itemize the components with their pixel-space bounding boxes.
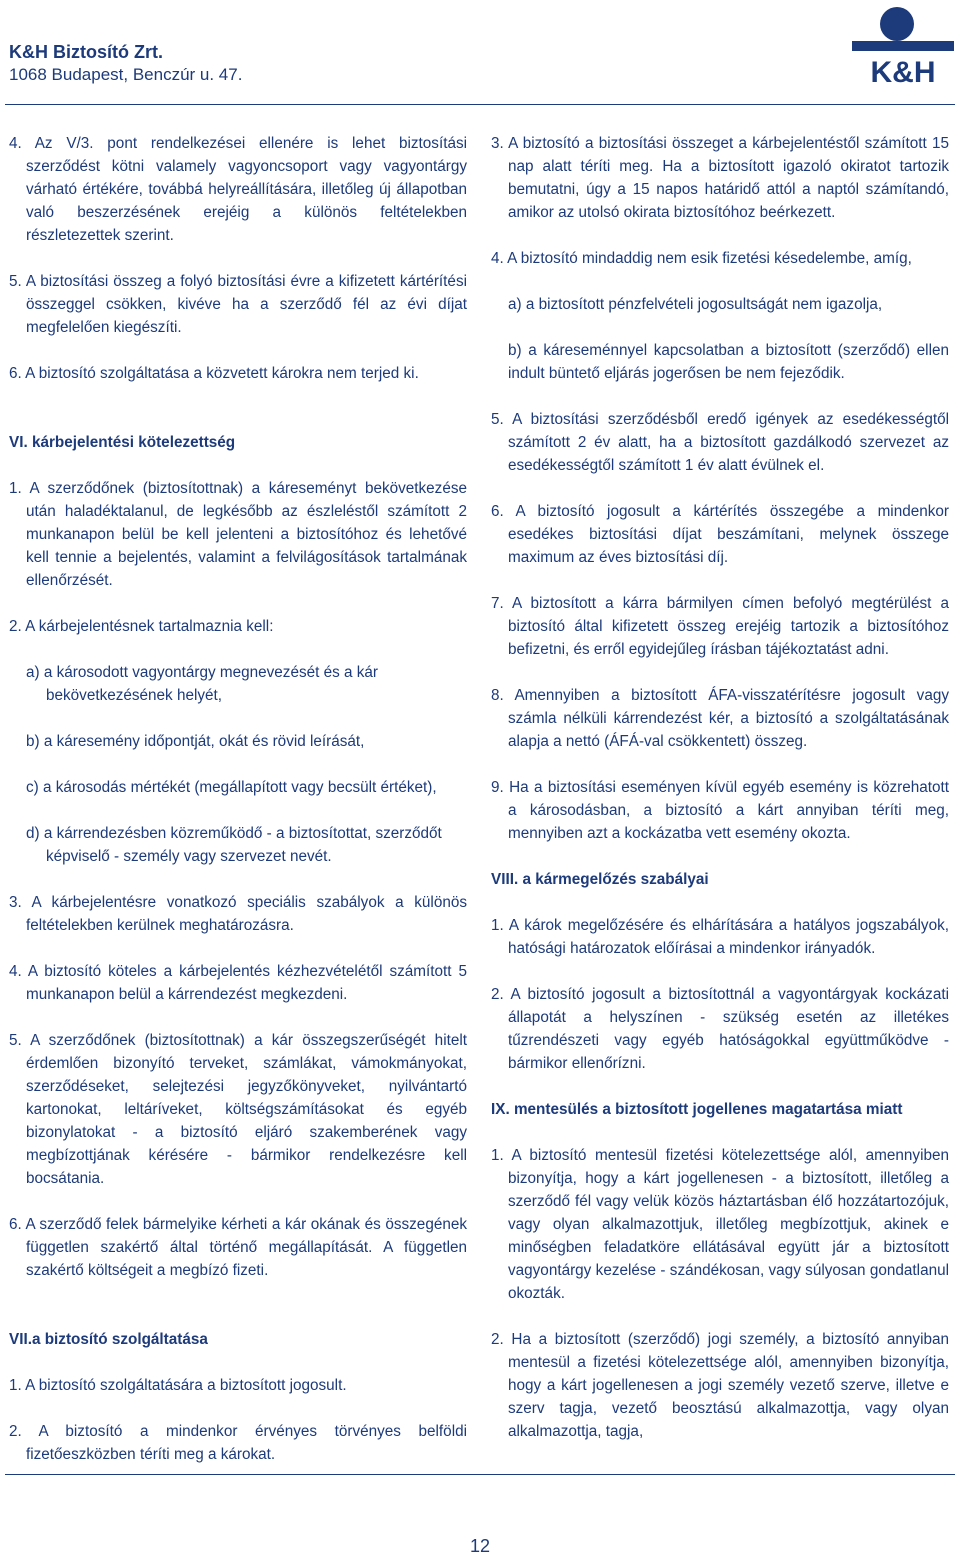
paragraph-vii-3: 3. A biztosító a biztosítási összeget a kárbejelentéstől számított 15 nap alatt téríti meg. Ha a biztosított igazoló okiratot tartozik bemutatni, úgy a 15 napos határidő attól a naptól számítandó, amikor az utolsó okirata biztosítóhoz beérkezett. [491, 135, 949, 221]
paragraph-vi-2c: c) a károsodás mértékét (megállapított vagy becsült értéket), [26, 779, 437, 796]
paragraph-vii-8: 8. Amennyiben a biztosított ÁFA-visszatérítésre jogosult vagy számla nélküli kárrendezést kér, a biztosító a szolgáltatásának alapja a nettó (ÁFÁ-val csökkentett) összeg. [491, 687, 949, 750]
bottom-divider [5, 1474, 955, 1475]
paragraph-vi-2d: d) a kárrendezésben közreműködő - a biztosítottat, szerződőt képviselő - személy vagy szervezet nevét. [26, 825, 442, 865]
paragraph-vi-2b: b) a káresemény időpontját, okát és rövid leírását, [26, 733, 365, 750]
paragraph-ix-1: 1. A biztosító mentesül fizetési kötelezettsége alól, amennyiben bizonyítja, hogy a kárt jogellenesen - a biztosított, illetőleg a szerződő fél vagy velük közös háztartásban élő hozzátartozójuk, vagy olyan alkalmazottjuk, illetőleg megbízottjuk, akinek e minőségben feladatköre ellátásával együtt jár a biztosított vagyontárgy kezelése - szándékosan, vagy súlyosan gondatlanul okozták. [491, 1147, 949, 1302]
paragraph-vii-1: 1. A biztosító szolgáltatására a biztosított jogosult. [9, 1377, 347, 1394]
kh-logo [852, 4, 954, 84]
page-header [9, 40, 242, 86]
logo-text: K&H [870, 56, 936, 84]
right-column [491, 132, 949, 1466]
paragraph-vi-2a: a) a károsodott vagyontárgy megnevezését és a kár bekövetkezésének helyét, [26, 664, 379, 704]
paragraph-viii-2: 2. A biztosító jogosult a biztosítottnál a vagyontárgyak kockázati állapotát a helyszínen - szükség esetén az illetékes tűzrendészeti vagy egyéb hatóságokkal együttműködve - bármikor ellenőrízni. [491, 986, 949, 1072]
section-heading-ix: IX. mentesülés a biztosított jogellenes magatartása miatt [491, 1101, 903, 1118]
page-number: 12 [469, 1536, 491, 1556]
paragraph-vi-4: 4. A biztosító köteles a kárbejelentés kézhezvételétől számított 5 munkanapon belül a kárrendezést megkezdeni. [9, 963, 467, 1003]
paragraph-vii-4b: b) a káreseménnyel kapcsolatban a biztosított (szerződő) ellen indult büntető eljárás jogerősen be nem fejeződik. [508, 342, 949, 382]
paragraph-v-5: 5. A biztosítási összeg a folyó biztosítási évre a kifizetett kártérítési összeggel csökken, kivéve ha a szerződő fél az évi díjat megfelelően kiegészíti. [9, 273, 467, 336]
paragraph-vii-7: 7. A biztosított a kárra bármilyen címen befolyó megtérülést a biztosító által kifizetett összeg erejéig tartozik a biztosítóhoz befizetni, és erről egyidejűleg írásban tájékoztatást adni. [491, 595, 949, 658]
paragraph-vii-9: 9. Ha a biztosítási eseményen kívül egyéb esemény is közrehatott a károsodásban, a biztosító a kárt annyiban téríti meg, mennyiben azt a kockázatba vett esemény okozta. [491, 779, 949, 842]
paragraph-v-6: 6. A biztosító szolgáltatása a közvetett károkra nem terjed ki. [9, 365, 419, 382]
paragraph-vii-4a: a) a biztosított pénzfelvételi jogosultságát nem igazolja, [508, 296, 883, 313]
paragraph-vii-5: 5. A biztosítási szerződésből eredő igények az esedékességtől számított 2 év alatt, ha a biztosított gazdálkodó szervezet az esedékességtől számított 1 év alatt évülnek el. [491, 411, 949, 474]
section-heading-vi: VI. kárbejelentési kötelezettség [9, 434, 236, 451]
paragraph-vii-6: 6. A biztosító jogosult a kártérítés összegébe a mindenkor esedékes biztosítási díjat beszámítani, melynek összege maximum az éves biztosítási díj. [491, 503, 949, 566]
paragraph-vii-4: 4. A biztosító mindaddig nem esik fizetési késedelembe, amíg, [491, 250, 912, 267]
company-name: K&H Biztosító Zrt. [9, 42, 163, 62]
paragraph-vii-2: 2. A biztosító a mindenkor érvényes törvényes belföldi fizetőeszközben téríti meg a károkat. [9, 1423, 467, 1463]
paragraph-vi-5: 5. A szerződőnek (biztosítottnak) a kár összegszerűségét hitelt érdemlően bizonyító terveket, számlákat, vámokmányokat, szerződéseket, selejtezési jegyzőkönyveket, nyilvántartó kartonokat, leltáríveket, költségszámításokat és egyéb bizonylatokat - a biztosító eljáró szakemberének vagy megbízottjának kérésére - bármikor rendelkezésre kell bocsátania. [9, 1032, 467, 1187]
top-divider [5, 104, 955, 105]
section-heading-viii: VIII. a kármegelőzés szabályai [491, 871, 709, 888]
paragraph-vi-6: 6. A szerződő felek bármelyike kérheti a kár okának és összegének független szakértő által történő megállapítását. A független szakértő költségeit a megbízó fizeti. [9, 1216, 467, 1279]
paragraph-viii-1: 1. A károk megelőzésére és elhárítására a hatályos jogszabályok, hatósági határozatok előírásai a mindenkor irányadók. [491, 917, 949, 957]
paragraph-vi-2: 2. A kárbejelentésnek tartalmaznia kell: [9, 618, 274, 635]
paragraph-v-4: 4. Az V/3. pont rendelkezései ellenére is lehet biztosítási szerződést kötni valamely vagyoncsoport vagy vagyontárgy várható értékére, továbbá helyreállítására, illetőleg új állapotban való beszerzésének erejéig a különös feltételekben részletezettek szerint. [9, 135, 467, 244]
section-heading-vii: VII.a biztosító szolgáltatása [9, 1331, 208, 1348]
company-address: 1068 Budapest, Benczúr u. 47. [9, 65, 243, 84]
left-column [9, 132, 467, 1489]
paragraph-vi-1: 1. A szerződőnek (biztosítottnak) a káreseményt bekövetkezése után haladéktalanul, de legkésőbb az észleléstől számított 2 munkanapon belül be kell jelenteni a biztosítóhoz és lehetővé kell tennie a bejelentés, valamint a felvilágosítások tartalmának ellenőrzését. [9, 480, 467, 589]
paragraph-vi-3: 3. A kárbejelentésre vonatkozó speciális szabályok a különös feltételekben kerülnek meghatározásra. [9, 894, 467, 934]
paragraph-ix-2: 2. Ha a biztosított (szerződő) jogi személy, a biztosító annyiban mentesül a fizetési kötelezettsége alól, amennyiben bizonyítja, hogy a kárt jogellenesen a jogi személy vezető szerve, illetve e szerv tagja, vezető beosztású alkalmazottja, vagy olyan alkalmazottja, tagja, [491, 1331, 949, 1440]
